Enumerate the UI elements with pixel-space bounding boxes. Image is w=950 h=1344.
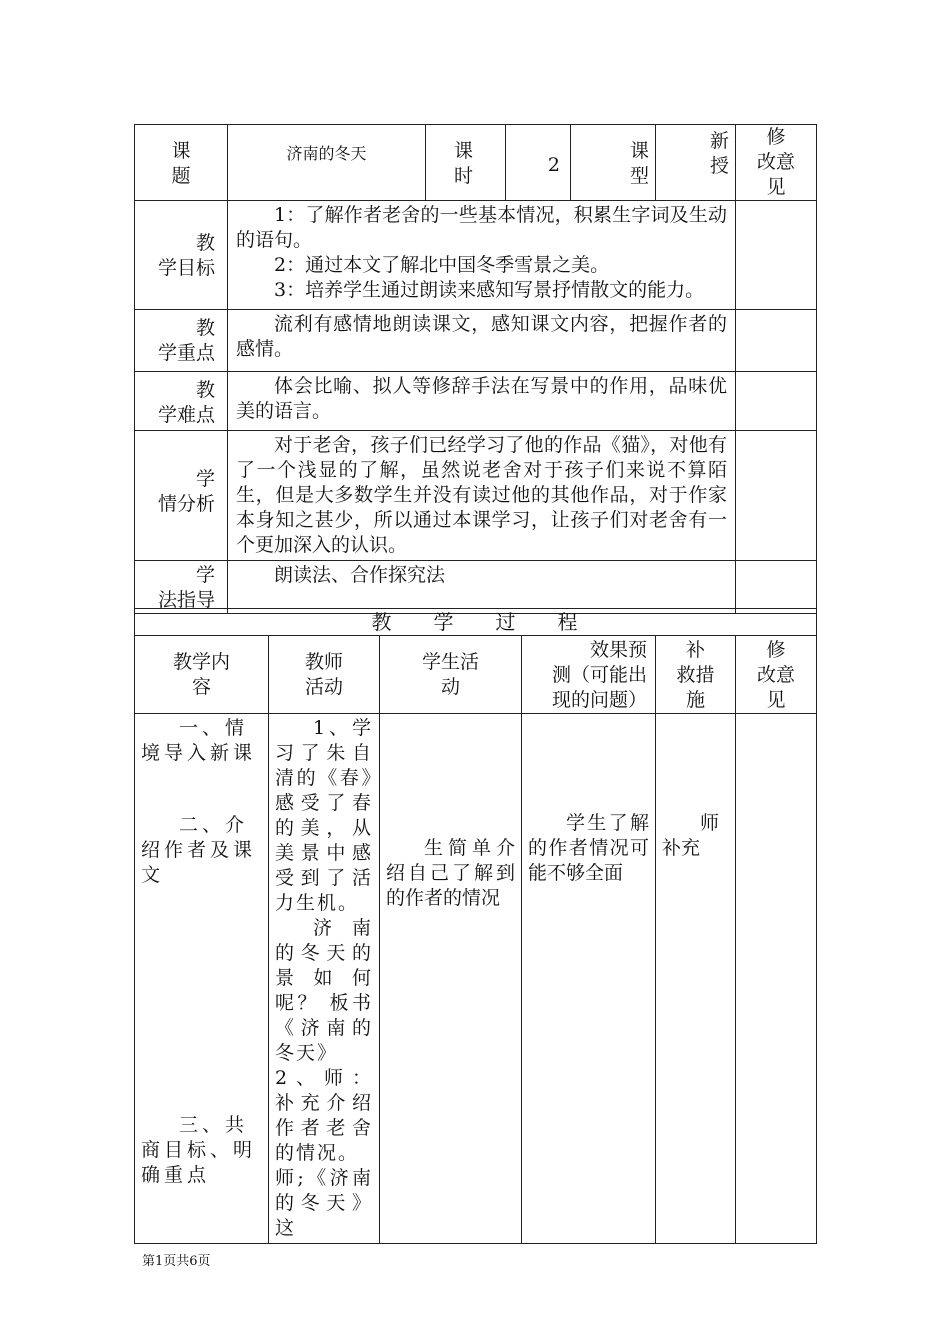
- section-row-objectives: [135, 201, 817, 310]
- hours-label: 课 时: [426, 125, 506, 201]
- column-header: 补 救措 施: [656, 636, 736, 714]
- section-body: [228, 561, 736, 614]
- content-step: 二、介绍作者及课文: [141, 814, 257, 886]
- content-step: 三、共商目标、明确重点: [141, 1114, 257, 1186]
- process-body-row: [135, 714, 817, 1244]
- process-title-row: [135, 609, 817, 636]
- hours-value: 2: [506, 125, 571, 201]
- topic-value: 济南的冬天: [228, 125, 426, 201]
- section-label: 教 学难点: [135, 372, 228, 431]
- type-value: 新 授: [656, 125, 736, 201]
- process-header-row: [135, 636, 817, 714]
- header-row: [135, 125, 817, 201]
- section-label: 教 学目标: [135, 201, 228, 310]
- column-header: 效果预 测（可能出 现的问题）: [522, 636, 656, 714]
- column-header: 学生活 动: [380, 636, 522, 714]
- section-line: 对于老舍，孩子们已经学习了他的作品《猫》，对他有了一个浅显的了解，虽然说老舍对于孩子们来说不算陌生，但是大多数学生并没有读过他的其他作品，对于作家本身知之甚少，所以通过本课学习，让孩子们对老舍有一个更加深入的认识。: [236, 434, 727, 556]
- revision-cell: [736, 431, 817, 561]
- revision-cell: [736, 372, 817, 431]
- column-header: 教师 活动: [269, 636, 380, 714]
- revision-cell: [736, 310, 817, 372]
- teacher-step: 济南的冬天的景如何呢？ 板书《济南的冬天》: [275, 917, 373, 1064]
- section-label: 学 法指导: [135, 561, 228, 614]
- teacher-cell: [269, 714, 380, 1244]
- section-row-analysis: [135, 431, 817, 561]
- content-step: 一、情境导入新课: [141, 717, 257, 764]
- section-body: [228, 310, 736, 372]
- section-line: 朗读法、合作探究法: [274, 564, 446, 586]
- process-table: [134, 608, 817, 1244]
- revision-label: 修 改意 见: [736, 125, 817, 201]
- section-row-difficulties: [135, 372, 817, 431]
- revision-cell: [736, 714, 817, 1244]
- page-footer: 第1页共6页: [142, 1254, 211, 1269]
- effect-cell: 学生了解的作者情况可能不够全面: [522, 714, 656, 1244]
- section-label: 学 情分析: [135, 431, 228, 561]
- section-line: 1：了解作者老舍的一些基本情况，积累生字词及生动的语句。: [236, 204, 727, 251]
- revision-cell: [736, 201, 817, 310]
- student-cell: 生简单介绍自己了解到的作者的情况: [380, 714, 522, 1244]
- column-header: 教学内 容: [135, 636, 269, 714]
- topic-label: 课 题: [135, 125, 228, 201]
- teacher-step: 1、学习了朱自清的《春》感受了春的美，从美景中感受到了活力生机。: [275, 717, 373, 914]
- section-body: [228, 201, 736, 310]
- section-body: [228, 431, 736, 561]
- column-header: 修 改意 见: [736, 636, 817, 714]
- section-line: 流利有感情地朗读课文，感知课文内容，把握作者的感情。: [236, 313, 727, 360]
- section-row-method: [135, 561, 817, 614]
- revision-cell: [736, 561, 817, 614]
- teacher-step: 2、师：补充介绍作者老舍的情况。: [275, 1067, 373, 1164]
- process-title: 教学过程: [135, 609, 817, 636]
- type-label: 课 型: [571, 125, 656, 201]
- section-row-key-points: [135, 310, 817, 372]
- section-label: 教 学重点: [135, 310, 228, 372]
- section-body: [228, 372, 736, 431]
- content-cell: [135, 714, 269, 1244]
- section-line: 3：培养学生通过朗读来感知写景抒情散文的能力。: [274, 279, 705, 301]
- teacher-step: 师;《济南的冬天》这: [275, 1167, 373, 1239]
- section-line: 2：通过本文了解北中国冬季雪景之美。: [274, 254, 610, 276]
- lesson-info-table: [134, 124, 817, 614]
- section-line: 体会比喻、拟人等修辞手法在写景中的作用，品味优美的语言。: [236, 375, 727, 422]
- remedy-cell: 师补充: [656, 714, 736, 1244]
